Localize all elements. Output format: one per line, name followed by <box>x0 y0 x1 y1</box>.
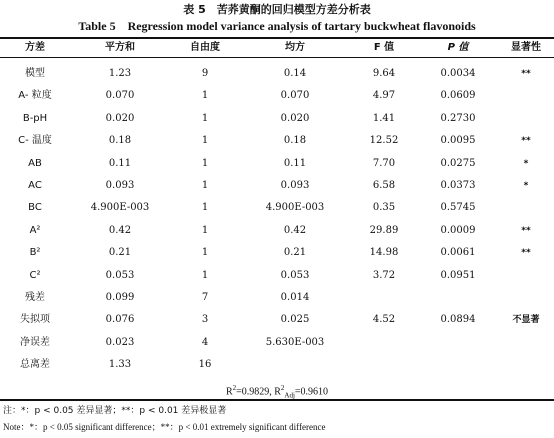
cell-mean-square: 4.900E-003 <box>265 202 325 214</box>
cell-sum-of-squares: 0.070 <box>105 90 135 102</box>
cell-df: 7 <box>201 292 209 303</box>
cell-significance <box>498 266 554 286</box>
cell-f-value: 4.52 <box>372 314 396 326</box>
table-title-cn: 表 5 苦荞黄酮的回归模型方差分析表 <box>183 3 371 16</box>
cell-sum-of-squares: 0.21 <box>108 247 132 259</box>
cell-f-value: 7.70 <box>372 157 396 169</box>
cell-sum-of-squares: 0.023 <box>105 336 135 348</box>
cell-mean-square: 0.21 <box>283 247 307 259</box>
cell-p-value: 0.0009 <box>440 224 476 236</box>
cell-source: 失拟项 <box>20 314 50 326</box>
cell-df: 16 <box>198 359 212 371</box>
cell-df: 1 <box>201 269 209 281</box>
header-degrees-of-freedom: 自由度 <box>190 42 220 53</box>
table-row <box>0 109 554 129</box>
cell-p-value: 0.0275 <box>440 157 476 169</box>
cell-source: A- 粒度 <box>18 90 52 102</box>
cell-df: 1 <box>201 135 209 147</box>
table-row <box>0 154 554 174</box>
cell-f-value: 0.35 <box>372 202 396 214</box>
cell-df: 1 <box>201 157 209 169</box>
table-header-row <box>0 38 554 58</box>
cell-significance <box>498 198 554 218</box>
cell-f-value: 12.52 <box>369 135 399 147</box>
header-significance: 显著性 <box>511 42 541 53</box>
cell-significance: ** <box>521 248 531 259</box>
cell-source: 总离差 <box>20 359 50 371</box>
cell-mean-square: 0.093 <box>280 180 310 191</box>
cell-f-value: 3.72 <box>372 269 396 281</box>
cell-p-value: 0.0951 <box>440 269 476 281</box>
table-row <box>0 86 554 106</box>
table-row <box>0 288 554 308</box>
cell-significance: * <box>523 181 529 191</box>
cell-sum-of-squares: 0.18 <box>108 135 132 147</box>
cell-df: 1 <box>201 90 209 102</box>
cell-source: B² <box>29 247 41 259</box>
note-en: Note：*：p < 0.05 significant difference；**：p < 0.01 extremely significant difference <box>3 422 326 432</box>
table-row <box>0 266 554 286</box>
cell-mean-square: 0.42 <box>283 224 307 236</box>
cell-mean-square: 0.18 <box>283 135 307 147</box>
cell-df: 1 <box>201 202 209 214</box>
cell-mean-square: 0.014 <box>280 292 310 303</box>
cell-source: C- 温度 <box>18 135 52 147</box>
note-cn: 注：*：p < 0.05 差异显著；**：p < 0.01 差异极显著 <box>3 406 227 416</box>
cell-df: 4 <box>201 336 209 348</box>
cell-p-value <box>418 333 498 353</box>
cell-source: B-pH <box>22 112 48 124</box>
cell-source: BC <box>28 202 42 214</box>
cell-source: A² <box>29 224 41 236</box>
cell-df: 3 <box>201 314 209 326</box>
cell-sum-of-squares: 1.23 <box>108 68 132 79</box>
cell-sum-of-squares: 0.053 <box>105 269 135 281</box>
table-row <box>0 176 554 196</box>
cell-df: 1 <box>201 224 209 236</box>
cell-sum-of-squares: 0.42 <box>108 224 132 236</box>
bottom-rule <box>0 399 554 401</box>
cell-df: 1 <box>201 180 209 191</box>
cell-sum-of-squares: 4.900E-003 <box>90 202 150 214</box>
cell-significance <box>498 288 554 308</box>
cell-mean-square: 0.11 <box>283 157 307 169</box>
cell-significance: ** <box>521 136 531 147</box>
cell-f-value <box>350 333 418 353</box>
cell-f-value: 6.58 <box>372 180 396 191</box>
cell-mean-square: 0.020 <box>280 112 310 124</box>
cell-source: 净误差 <box>20 336 50 348</box>
cell-sum-of-squares: 0.099 <box>105 292 135 303</box>
cell-mean-square <box>240 355 350 375</box>
cell-p-value <box>418 288 498 308</box>
header-rule <box>0 57 554 58</box>
cell-df: 9 <box>201 68 209 79</box>
cell-mean-square: 0.14 <box>283 68 307 79</box>
table-row <box>0 310 554 330</box>
cell-source: 残差 <box>25 292 45 303</box>
cell-p-value: 0.0034 <box>440 68 476 79</box>
table-row <box>0 131 554 151</box>
table-row <box>0 333 554 353</box>
cell-p-value: 0.5745 <box>440 202 476 214</box>
cell-mean-square: 0.053 <box>280 269 310 281</box>
header-f-value: F 值 <box>373 42 395 53</box>
cell-significance <box>498 86 554 106</box>
header-source: 方差 <box>25 42 45 53</box>
cell-sum-of-squares: 0.11 <box>108 157 132 169</box>
header-mean-square: 均方 <box>285 42 305 53</box>
cell-f-value: 9.64 <box>372 68 396 79</box>
header-sum-of-squares: 平方和 <box>105 42 135 53</box>
table-title-en: Table 5 Regression model variance analysis of tartary buckwheat flavonoids <box>78 19 476 33</box>
cell-f-value: 1.41 <box>372 112 396 124</box>
cell-source: 模型 <box>25 68 45 79</box>
cell-significance: ** <box>521 69 531 79</box>
table-row <box>0 198 554 218</box>
cell-p-value: 0.0061 <box>440 247 476 259</box>
cell-mean-square: 5.630E-003 <box>265 336 325 348</box>
cell-significance: 不显著 <box>512 315 540 326</box>
cell-sum-of-squares: 1.33 <box>108 359 132 371</box>
cell-p-value: 0.0894 <box>440 314 476 326</box>
cell-mean-square: 0.025 <box>280 314 310 326</box>
cell-f-value: 4.97 <box>372 90 396 102</box>
cell-significance: * <box>523 158 529 169</box>
cell-source: AC <box>28 180 42 191</box>
cell-p-value <box>418 355 498 375</box>
cell-df: 1 <box>201 247 209 259</box>
r2-summary: $R^2=0.9829$, $R^2_{Adj}=0.9610$ <box>225 384 329 400</box>
table-row <box>0 64 554 84</box>
table-row <box>0 243 554 263</box>
cell-f-value: 14.98 <box>369 247 399 259</box>
cell-significance <box>498 109 554 129</box>
table-row <box>0 355 554 375</box>
cell-significance <box>498 355 554 375</box>
cell-source: AB <box>28 157 42 169</box>
table-row <box>0 221 554 241</box>
cell-p-value: 0.2730 <box>440 112 476 124</box>
cell-df: 1 <box>201 112 209 124</box>
cell-p-value: 0.0095 <box>440 135 476 147</box>
r2-row <box>0 378 554 398</box>
cell-f-value <box>350 288 418 308</box>
cell-p-value: 0.0609 <box>440 90 476 102</box>
cell-significance: ** <box>521 225 531 236</box>
cell-f-value: 29.89 <box>369 224 399 236</box>
cell-sum-of-squares: 0.093 <box>105 180 135 191</box>
cell-sum-of-squares: 0.020 <box>105 112 135 124</box>
header-p-value: P 值 <box>447 42 469 53</box>
cell-mean-square: 0.070 <box>280 90 310 102</box>
cell-significance <box>498 333 554 353</box>
cell-source: C² <box>29 269 41 281</box>
cell-f-value <box>350 355 418 375</box>
cell-sum-of-squares: 0.076 <box>105 314 135 326</box>
cell-p-value: 0.0373 <box>440 180 476 191</box>
